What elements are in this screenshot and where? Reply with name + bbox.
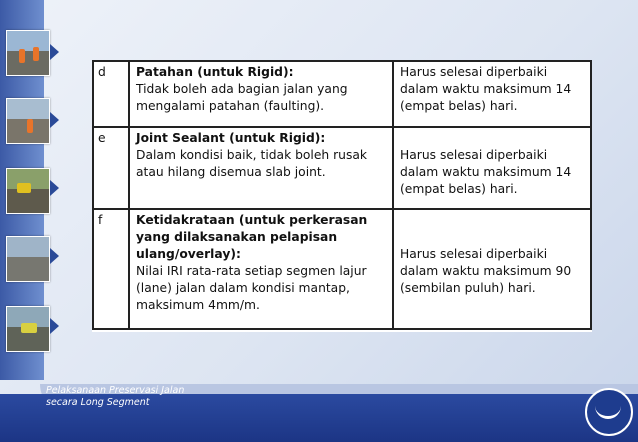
row-code: e — [93, 127, 129, 209]
row-criteria — [129, 127, 393, 209]
logo-icon — [585, 388, 633, 436]
row-requirement — [393, 127, 591, 209]
row-code: f — [93, 209, 129, 329]
criteria-title: Patahan (untuk Rigid): — [136, 65, 294, 79]
criteria-title: Ketidakrataan (untuk perkerasan yang dilaksanakan pelapisan ulang/overlay): — [136, 213, 368, 261]
roadwork-photo-1 — [6, 30, 50, 76]
roadwork-photo-2 — [6, 98, 50, 144]
row-criteria — [129, 209, 393, 329]
arrow-icon — [50, 44, 59, 60]
table-row — [93, 127, 591, 209]
criteria-title: Joint Sealant (untuk Rigid): — [136, 131, 326, 145]
roadwork-photo-3 — [6, 168, 50, 214]
arrow-icon — [50, 248, 59, 264]
arrow-icon — [50, 318, 59, 334]
footer-line-1: Pelaksanaan Preservasi Jalan — [46, 385, 185, 396]
criteria-description: Tidak boleh ada bagian jalan yang mengalami patahan (faulting). — [136, 82, 348, 113]
footer-line-2: secara Long Segment — [46, 397, 150, 408]
requirements-table — [92, 60, 592, 332]
row-criteria — [129, 61, 393, 127]
criteria-description: Nilai IRI rata-rata setiap segmen lajur (lane) jalan dalam kondisi mantap, maksimum 4mm/m. — [136, 264, 367, 312]
row-requirement — [393, 209, 591, 329]
table-row — [93, 61, 591, 127]
requirement-text: Harus selesai diperbaiki dalam waktu maksimum 14 (empat belas) hari. — [400, 148, 572, 196]
arrow-icon — [50, 180, 59, 196]
arrow-icon — [50, 112, 59, 128]
row-code: d — [93, 61, 129, 127]
footer-caption — [46, 385, 184, 409]
roadwork-photo-5 — [6, 306, 50, 352]
requirement-text: Harus selesai diperbaiki dalam waktu maksimum 90 (sembilan puluh) hari. — [400, 247, 572, 295]
row-requirement: Harus selesai diperbaiki dalam waktu maksimum 14 (empat belas) hari. — [393, 61, 591, 127]
criteria-description: Dalam kondisi baik, tidak boleh rusak atau hilang disemua slab joint. — [136, 148, 368, 179]
roadwork-photo-4 — [6, 236, 50, 282]
table-row — [93, 209, 591, 329]
